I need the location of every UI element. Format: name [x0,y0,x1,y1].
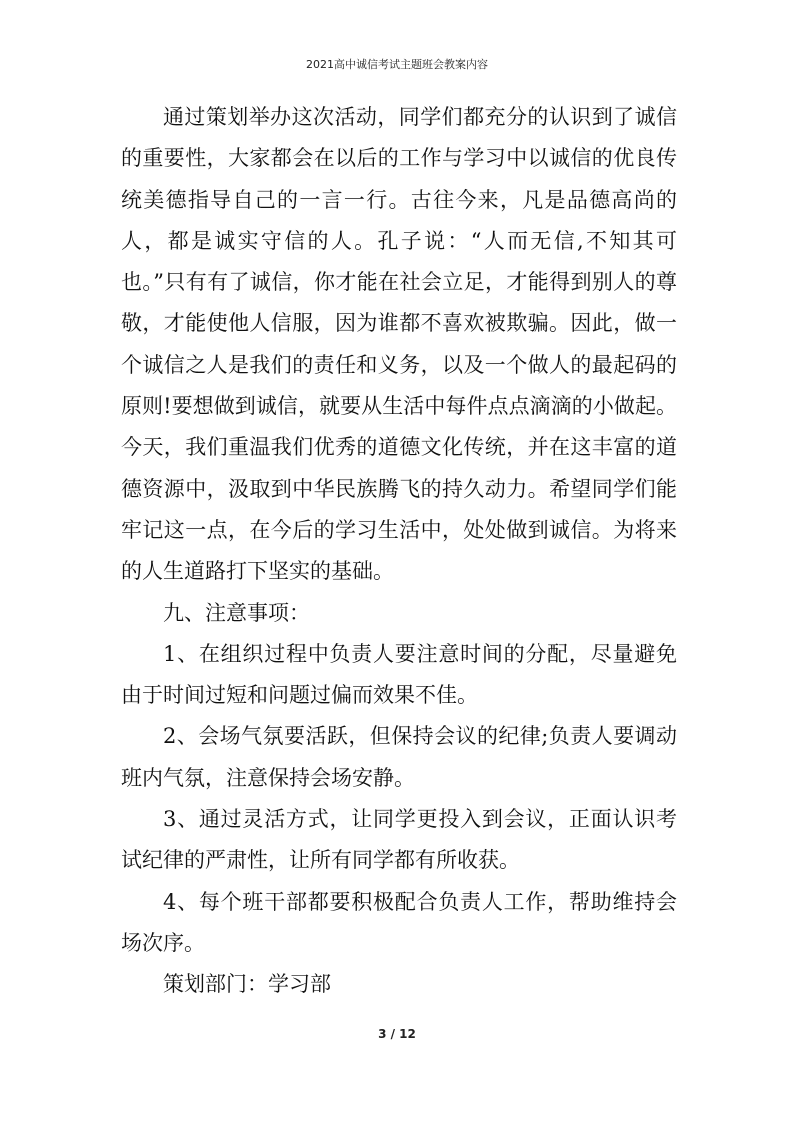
planning-department: 策划部门：学习部 [163,972,331,997]
note-item-4: 4、每个班干部都要积极配合负责人工作，帮助维持会场次序。 [121,889,677,955]
paragraph-summary: 通过策划举办这次活动，同学们都充分的认识到了诚信的重要性，大家都会在以后的工作与学习中以诚信的优良传统美德指导自己的一言一行。古往今来，凡是品德高尚的人，都是诚实守信的人。孔子说：“人而无信,不知其可也。”只有有了诚信，你才能在社会立足，才能得到别人的尊敬，才能使他人信服，因为谁都不喜欢被欺骗。因此，做一个诚信之人是我们的责任和义务，以及一个做人的最起码的原则!要想做到诚信，就要从生活中每件点点滴滴的小做起。今天，我们重温我们优秀的道德文化传统，并在这丰富的道德资源中，汲取到中华民族腾飞的持久动力。希望同学们能牢记这一点，在今后的学习生活中，处处做到诚信。为将来的人生道路打下坚实的基础。 [121,105,677,584]
document-body [121,97,677,1006]
note-item-2: 2、会场气氛要活跃，但保持会议的纪律;负责人要调动班内气氛，注意保持会场安静。 [121,724,677,790]
section-heading-notes: 九、注意事项： [163,600,310,625]
note-item-1: 1、在组织过程中负责人要注意时间的分配，尽量避免由于时间过短和问题过偏而效果不佳。 [121,641,677,708]
page-header: 2021高中诚信考试主题班会教案内容 [306,58,488,71]
note-item-3: 3、通过灵活方式，让同学更投入到会议，正面认识考试纪律的严肃性，让所有同学都有所收获。 [121,807,677,873]
page-number: 3 / 12 [378,1027,416,1041]
